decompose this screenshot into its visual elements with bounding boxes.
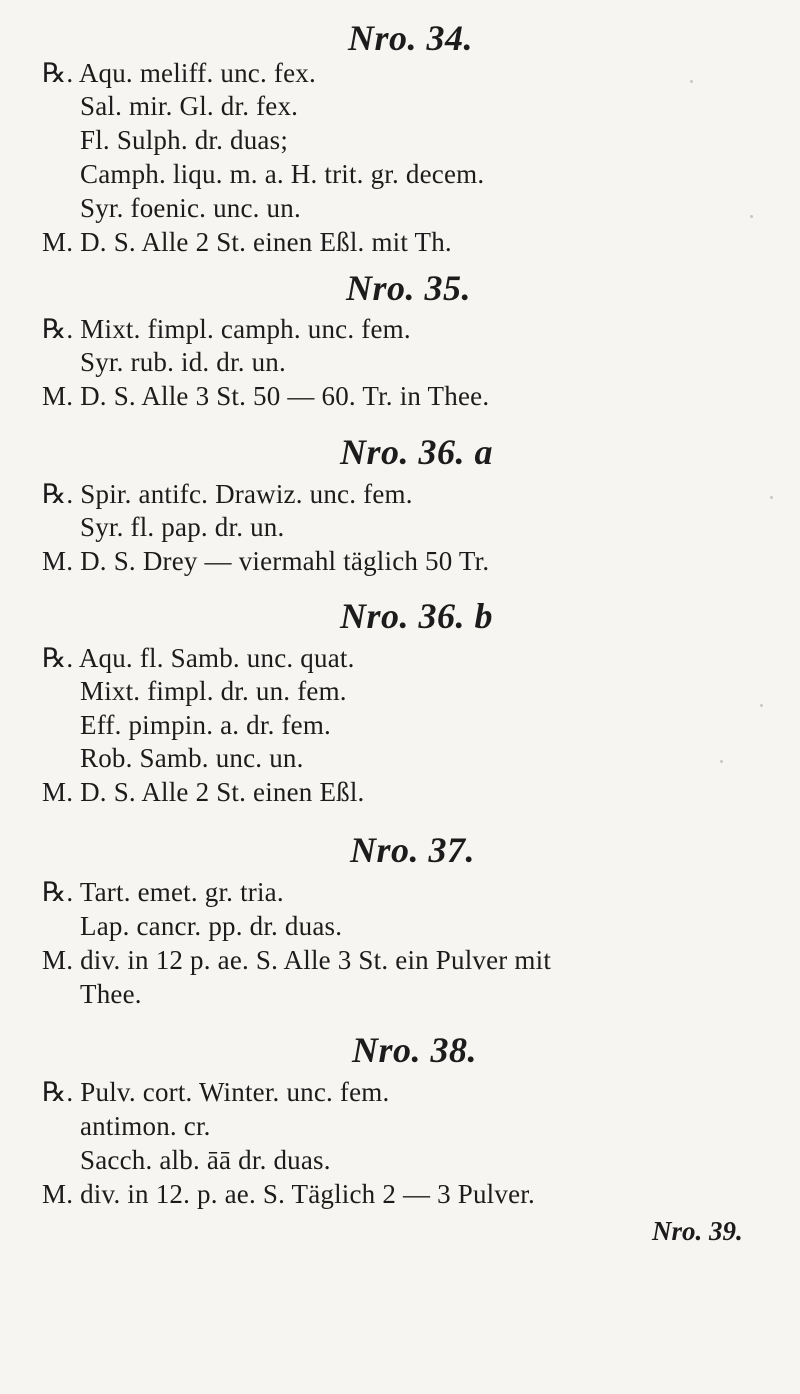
prescription-line: ℞. Aqu. meliff. unc. fex. xyxy=(42,58,316,88)
prescription-line: Camph. liqu. m. a. H. trit. gr. decem. xyxy=(80,159,485,189)
prescription-line: ℞. Pulv. cort. Winter. unc. fem. xyxy=(42,1077,390,1107)
print-speck xyxy=(760,704,763,707)
prescription-line: Syr. fl. pap. dr. un. xyxy=(80,512,285,542)
prescription-line: Syr. rub. id. dr. un. xyxy=(80,347,286,377)
prescription-line: Lap. cancr. pp. dr. duas. xyxy=(80,911,343,941)
recipe-heading: Nro. 37. xyxy=(350,830,476,870)
print-speck xyxy=(690,80,693,83)
signatura-line: M. D. S. Drey — viermahl täglich 50 Tr. xyxy=(42,546,490,576)
signatura-line: M. div. in 12 p. ae. S. Alle 3 St. ein Pulver mit xyxy=(42,945,552,975)
recipe-heading: Nro. 35. xyxy=(346,268,472,308)
prescription-line: ℞. Mixt. fimpl. camph. unc. fem. xyxy=(42,314,411,344)
prescription-line: ℞. Spir. antifc. Drawiz. unc. fem. xyxy=(42,479,413,509)
print-speck xyxy=(770,496,773,499)
signatura-line: M. D. S. Alle 2 St. einen Eßl. mit Th. xyxy=(42,227,452,257)
prescription-line: ℞. Aqu. fl. Samb. unc. quat. xyxy=(42,643,355,673)
prescription-line: Sacch. alb. āā dr. duas. xyxy=(80,1145,331,1175)
page-number: Nro. 34. xyxy=(348,18,474,58)
signatura-line: M. div. in 12. p. ae. S. Täglich 2 — 3 Pulver. xyxy=(42,1179,535,1209)
prescription-line: Eff. pimpin. a. dr. fem. xyxy=(80,710,332,740)
prescription-line: Mixt. fimpl. dr. un. fem. xyxy=(80,676,347,706)
signatura-line: M. D. S. Alle 3 St. 50 — 60. Tr. in Thee. xyxy=(42,381,490,411)
print-speck xyxy=(750,215,753,218)
prescription-line: ℞. Tart. emet. gr. tria. xyxy=(42,877,284,907)
print-speck xyxy=(720,760,723,763)
prescription-line: Sal. mir. Gl. dr. fex. xyxy=(80,91,299,121)
signatura-line: M. D. S. Alle 2 St. einen Eßl. xyxy=(42,777,365,807)
recipe-heading: Nro. 36. b xyxy=(340,596,494,636)
signatura-line: Thee. xyxy=(80,979,142,1009)
prescription-line: antimon. cr. xyxy=(80,1111,211,1141)
catchword: Nro. 39. xyxy=(652,1216,743,1246)
prescription-line: Rob. Samb. unc. un. xyxy=(80,743,304,773)
recipe-heading: Nro. 38. xyxy=(352,1030,478,1070)
prescription-line: Fl. Sulph. dr. duas; xyxy=(80,125,289,155)
recipe-heading: Nro. 36. a xyxy=(340,432,494,472)
prescription-line: Syr. foenic. unc. un. xyxy=(80,193,301,223)
